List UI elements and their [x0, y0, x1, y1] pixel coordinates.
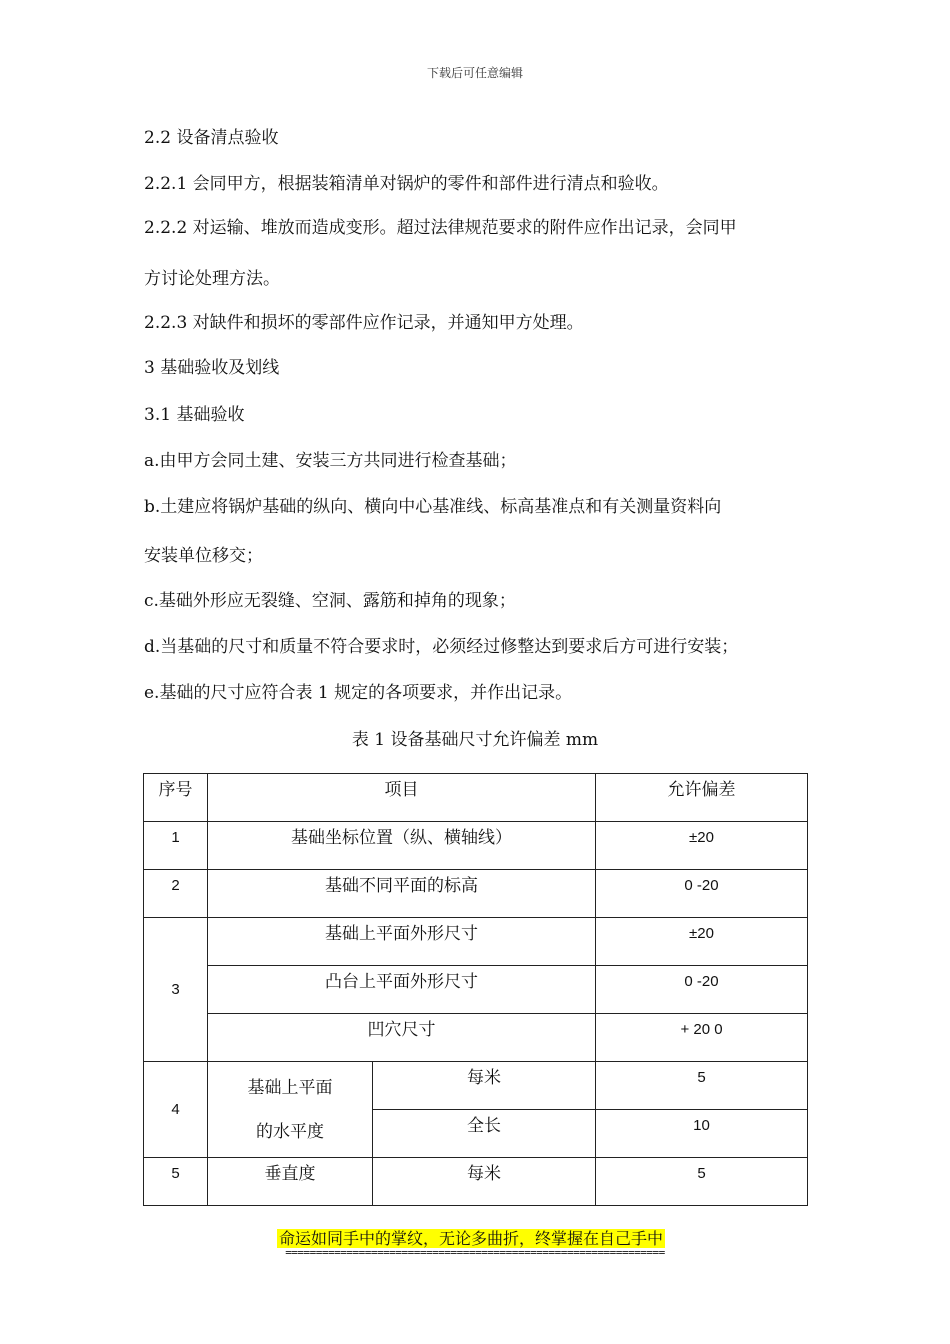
row-tolerance: 5	[596, 1062, 808, 1110]
list-item-c: c.基础外形应无裂缝、空洞、露筋和掉角的现象；	[144, 591, 516, 611]
list-item-a: a.由甲方会同土建、安装三方共同进行检查基础；	[144, 451, 517, 471]
section-heading-3-1: 3.1 基础验收	[144, 405, 245, 425]
row-no: 5	[144, 1158, 208, 1206]
section-heading-2-2: 2.2 设备清点验收	[144, 128, 279, 148]
table-row	[144, 1014, 808, 1062]
paragraph-2-2-3: 2.2.3 对缺件和损坏的零部件应作记录，并通知甲方处理。	[144, 313, 584, 333]
row-no: 2	[144, 870, 208, 918]
row-tolerance: 0 -20	[596, 966, 808, 1014]
row-item: 基础坐标位置（纵、横轴线）	[208, 822, 596, 870]
list-item-e: e.基础的尺寸应符合表 1 规定的各项要求，并作出记录。	[144, 683, 573, 703]
row-item: 基础不同平面的标高	[208, 870, 596, 918]
row-no: 4	[144, 1062, 208, 1158]
paragraph-2-2-1: 2.2.1 会同甲方，根据装箱清单对锅炉的零件和部件进行清点和验收。	[144, 174, 669, 194]
table-header-row	[144, 774, 808, 822]
row-tolerance: 10	[596, 1110, 808, 1158]
row-item: 垂直度	[208, 1158, 373, 1206]
table-row	[144, 1158, 808, 1206]
page-header: 下载后可任意编辑	[426, 66, 523, 80]
table-caption: 表 1 设备基础尺寸允许偏差 mm	[351, 730, 599, 750]
row-item-multiline	[208, 1062, 373, 1158]
footer-rule: ==============================================================	[285, 1246, 665, 1259]
tolerance-table	[143, 773, 808, 1206]
row-sub-item: 每米	[373, 1062, 596, 1110]
row-tolerance: + 20 0	[596, 1014, 808, 1062]
header-no: 序号	[144, 774, 208, 822]
header-tolerance: 允许偏差	[596, 774, 808, 822]
table-row	[144, 1062, 808, 1110]
list-item-d: d.当基础的尺寸和质量不符合要求时，必须经过修整达到要求后方可进行安装；	[144, 637, 739, 657]
row-sub-item: 全长	[373, 1110, 596, 1158]
table-row	[144, 822, 808, 870]
row-tolerance: ±20	[596, 918, 808, 966]
list-item-b: b.土建应将锅炉基础的纵向、横向中心基准线、标高基准点和有关测量资料向	[144, 497, 722, 517]
footer-motto: 命运如同手中的掌纹，无论多曲折，终掌握在自己手中	[279, 1229, 664, 1248]
section-heading-3: 3 基础验收及划线	[144, 358, 280, 378]
header-item: 项目	[208, 774, 596, 822]
row-no: 1	[144, 822, 208, 870]
list-item-b-cont: 安装单位移交；	[144, 546, 263, 566]
table-row	[144, 918, 808, 966]
row-tolerance: ±20	[596, 822, 808, 870]
row-item-line-1: 基础上平面	[247, 1077, 333, 1098]
row-no: 3	[144, 918, 208, 1062]
row-item: 凹穴尺寸	[208, 1014, 596, 1062]
row-tolerance: 5	[596, 1158, 808, 1206]
row-item: 基础上平面外形尺寸	[208, 918, 596, 966]
table-row	[144, 966, 808, 1014]
row-item-line-2: 的水平度	[256, 1121, 324, 1142]
paragraph-2-2-2-cont: 方讨论处理方法。	[144, 269, 280, 289]
row-item: 凸台上平面外形尺寸	[208, 966, 596, 1014]
table-row	[144, 870, 808, 918]
paragraph-2-2-2: 2.2.2 对运输、堆放而造成变形。超过法律规范要求的附件应作出记录，会同甲	[144, 218, 737, 238]
row-tolerance: 0 -20	[596, 870, 808, 918]
row-sub-item: 每米	[373, 1158, 596, 1206]
